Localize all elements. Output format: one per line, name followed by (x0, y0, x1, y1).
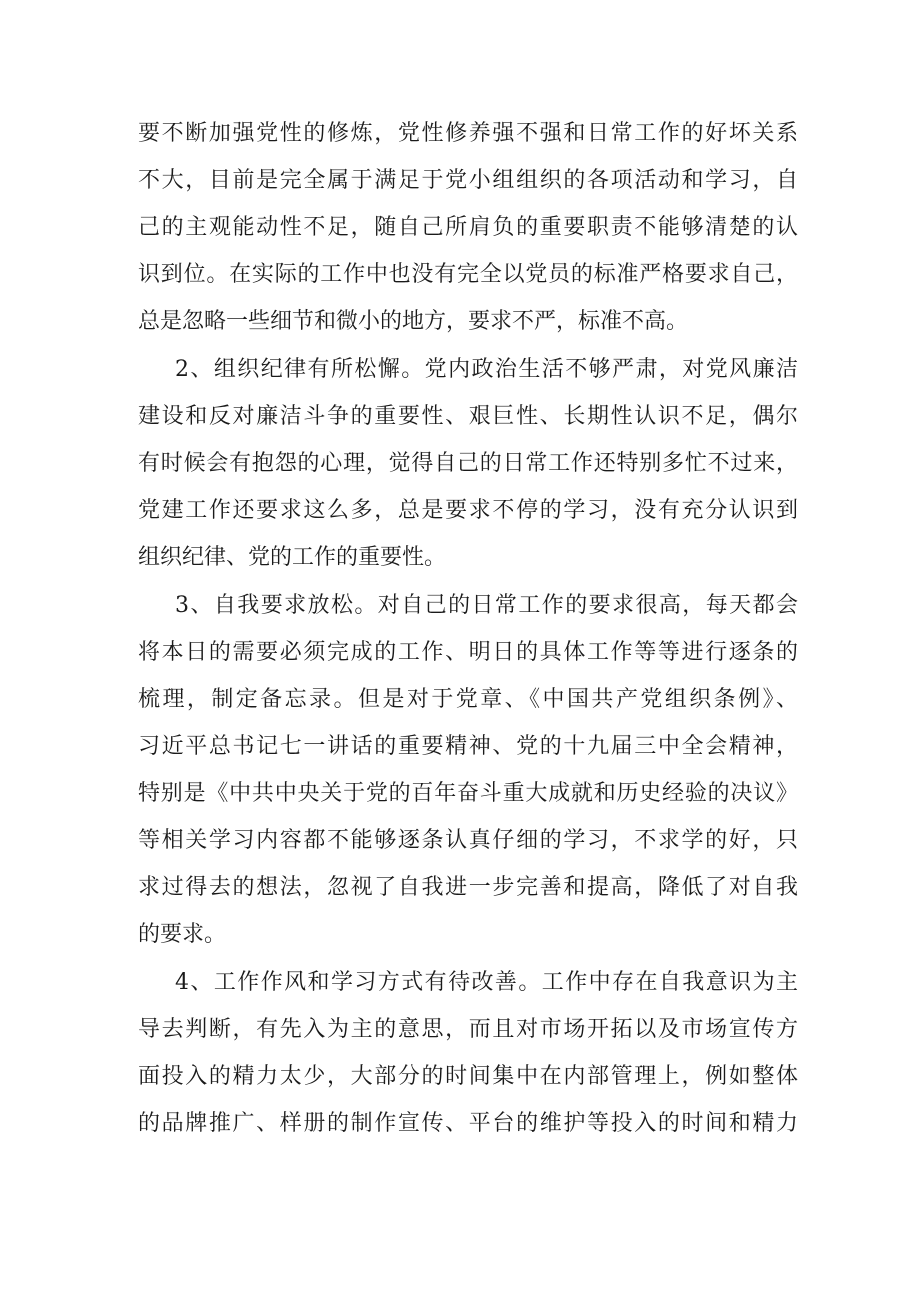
paragraph-4-line-4: 的品牌推广、样册的制作宣传、平台的维护等投入的时间和精力 (138, 1111, 798, 1136)
paragraph-3-line-8: 的要求。 (138, 922, 227, 947)
paragraph-1-line-3: 己的主观能动性不足，随自己所肩负的重要职责不能够清楚的认 (138, 215, 798, 240)
paragraph-4-line-1: 4、工作作风和学习方式有待改善。工作中存在自我意识为主 (175, 970, 798, 995)
paragraph-3-line-1: 3、自我要求放松。对自己的日常工作的要求很高，每天都会 (175, 593, 798, 618)
paragraph-2-line-3: 有时候会有抱怨的心理，觉得自己的日常工作还特别多忙不过来， (138, 451, 798, 476)
paragraph-3-line-2: 将本日的需要必须完成的工作、明日的具体工作等等进行逐条的 (138, 640, 798, 665)
paragraph-3-line-7: 求过得去的想法，忽视了自我进一步完善和提高，降低了对自我 (138, 875, 798, 900)
paragraph-2-line-2: 建设和反对廉洁斗争的重要性、艰巨性、长期性认识不足，偶尔 (138, 404, 798, 429)
paragraph-2-line-4: 党建工作还要求这么多，总是要求不停的学习，没有充分认识到 (138, 498, 798, 523)
paragraph-1-line-4: 识到位。在实际的工作中也没有完全以党员的标准严格要求自己， (138, 262, 798, 287)
paragraph-3-line-5: 特别是《中共中央关于党的百年奋斗重大成就和历史经验的决议》 (138, 781, 798, 806)
paragraph-4-line-3: 面投入的精力太少，大部分的时间集中在内部管理上，例如整体 (138, 1064, 798, 1089)
paragraph-1-line-5: 总是忽略一些细节和微小的地方，要求不严，标准不高。 (138, 309, 689, 334)
paragraph-4-line-2: 导去判断，有先入为主的意思，而且对市场开拓以及市场宣传方 (138, 1017, 798, 1042)
paragraph-1-line-1: 要不断加强党性的修炼，党性修养强不强和日常工作的好坏关系 (138, 121, 798, 146)
paragraph-3-line-3: 梳理，制定备忘录。但是对于党章、《中国共产党组织条例》、 (138, 687, 798, 712)
paragraph-3-line-4: 习近平总书记七一讲话的重要精神、党的十九届三中全会精神， (138, 734, 798, 759)
paragraph-3-line-6: 等相关学习内容都不能够逐条认真仔细的学习，不求学的好，只 (138, 828, 798, 853)
paragraph-1-line-2: 不大，目前是完全属于满足于党小组组织的各项活动和学习，自 (138, 168, 798, 193)
paragraph-2-line-1: 2、组织纪律有所松懈。党内政治生活不够严肃，对党风廉洁 (175, 357, 798, 382)
paragraph-2-line-5: 组织纪律、党的工作的重要性。 (138, 545, 447, 570)
